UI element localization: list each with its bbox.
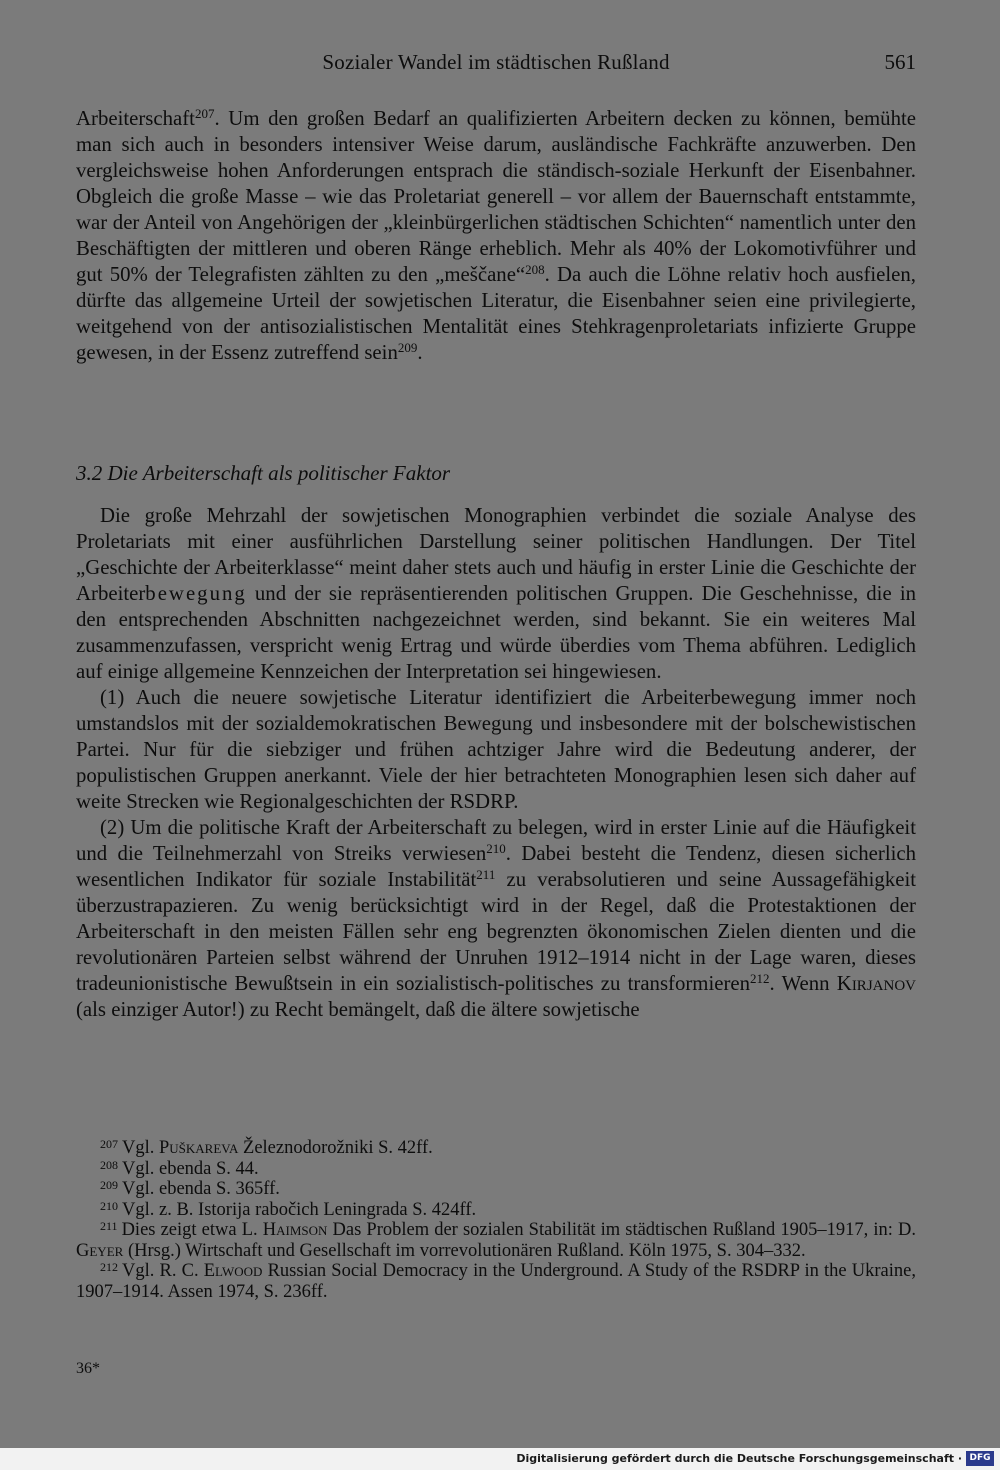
footnote-ref-212[interactable]: 212 [750, 971, 770, 986]
footnote-text: Vgl. R. C. [122, 1261, 204, 1281]
text-run: zu verabsolutieren und seine Aussagefähigkeit überzustrapazieren. Zu wenig berücksichtigt wird in der Regel, daß die Protestaktionen der Arbeiterschaft in den meisten Fällen sehr eng begrenzten ökonomischen Zielen dienten und die revolutionären Parteien selbst während der Unruhen 1912–1914 nicht in der Lage waren, dieses tradeunionistische Bewußtsein in ein sozialistisch-politisches zu transformieren [76, 868, 917, 995]
digitization-footer [0, 1448, 1000, 1470]
footnote-number: 210 [100, 1198, 118, 1213]
footnote-text: Das Problem der sozialen Stabilität im städtischen Rußland 1905–1917, in: D. [327, 1220, 916, 1240]
footer-credit: Digitalisierung gefördert durch die Deutsche Forschungsgemeinschaft · [516, 1452, 962, 1465]
footnote-number: 207 [100, 1137, 118, 1151]
page-number: 561 [884, 50, 916, 74]
footnote [76, 1159, 916, 1180]
section-heading: 3.2 Die Arbeiterschaft als politischer Faktor [76, 461, 451, 485]
section-body [76, 503, 916, 1023]
text-run: Die große Mehrzahl der sowjetischen Monographien verbindet die soziale Analyse des Proletariats mit einer ausführlichen Darstellung seiner politischen Handlungen. Der Titel „Geschichte der Arbeiterklasse“ meint daher stets auch und häufig in erster Linie die Geschichte der Arbeiter [76, 504, 916, 605]
text-run: Arbeiterschaft [76, 107, 195, 130]
footnote [76, 1200, 916, 1221]
author-name: Haimson [262, 1220, 328, 1240]
footnote [76, 1261, 916, 1302]
footnote-number: 211 [100, 1219, 118, 1233]
footnote-number: 209 [100, 1178, 118, 1192]
footnote-text: (Hrsg.) Wirtschaft und Gesellschaft im vorrevolutionären Rußland. Köln 1975, S. 304–332. [123, 1240, 806, 1261]
footnote-ref-207[interactable]: 207 [194, 106, 215, 121]
footnote-ref-209[interactable]: 209 [397, 340, 418, 355]
footnote [76, 1220, 916, 1261]
text-run: . Wenn [769, 972, 837, 995]
author-name: Elwood [203, 1261, 263, 1281]
text-run: . Da auch die Löhne relativ hoch ausfielen, dürfte das allgemeine Urteil der sowjetischen Literatur, die Eisenbahner seien eine privilegierte, weitgehend von der antisozialistischen Mentalität eines Stehkragenproletariats infizierte Gruppe gewesen, in der Essenz zutreffend sein [76, 263, 916, 364]
footnote-text: Vgl. [122, 1138, 159, 1158]
footnote-ref-208[interactable]: 208 [525, 262, 545, 277]
author-name: Puškareva [159, 1138, 239, 1158]
footnote-text: Vgl. z. B. Istorija rabočich Leningrada S. 424ff. [122, 1199, 477, 1220]
footnote-text: Russian Social Democracy in the Underground. A Study of the RSDRP in the Ukraine, 1907–1914. Assen 1974, S. 236ff. [76, 1261, 916, 1302]
footnote-text: Vgl. ebenda S. 44. [122, 1158, 259, 1179]
continued-paragraph [76, 106, 916, 366]
text-run: . Um den großen Bedarf an qualifizierten Arbeitern decken zu können, bemühte man sich auch in besonders intensiver Weise darum, ausländische Fachkräfte anzuwerben. Den vergleichsweise hohen Anforderungen entsprach die ständisch-soziale Herkunft der Eisenbahner. Obgleich die große Masse – wie das Proletariat generell – vor allem der Bauernschaft entstammte, war der Anteil von Angehörigen der „kleinbürgerlichen städtischen Schichten“ namentlich unter den Beschäftigten der mittleren und oberen Ränge erheblich. Mehr als 40% der Lokomotivführer und gut 50% der Telegrafisten zählten zu den „meščane“ [76, 107, 916, 286]
paragraph: (1) Auch die neuere sowjetische Literatur identifiziert die Arbeiterbewegung immer noch umstandslos mit der sozialdemokratischen Bewegung und insbesondere mit der bolschewistischen Partei. Nur für die siebziger und frühen achtziger Jahre wird die Bedeutung anderer, der populistischen Gruppen anerkannt. Viele der hier betrachteten Monographien lesen sich daher auf weite Strecken wie Regionalgeschichten der RSDRP. [76, 686, 916, 813]
footnote-text: Vgl. ebenda S. 365ff. [122, 1179, 280, 1199]
printer-signature: 36* [76, 1360, 100, 1377]
footnote-text: Dies zeigt etwa L. [121, 1220, 263, 1240]
footnote-number: 208 [100, 1157, 118, 1172]
author-name: Geyer [76, 1240, 124, 1261]
paragraph [76, 503, 916, 685]
running-header [76, 50, 916, 84]
emphasized-word: bewegung [145, 582, 247, 605]
running-title: Sozialer Wandel im städtischen Rußland [322, 50, 670, 74]
footnote-ref-210[interactable]: 210 [486, 841, 506, 856]
footnote-number: 212 [100, 1260, 118, 1274]
text-run: . Dabei besteht die Tendenz, diesen sicherlich wesentlichen Indikator für soziale Instabilität [76, 842, 916, 891]
footnote-ref-211[interactable]: 211 [476, 867, 496, 882]
footnotes [76, 1138, 916, 1302]
paragraph [76, 815, 916, 1023]
footnote [76, 1179, 916, 1200]
text-run: (als einziger Autor!) zu Recht bemängelt, daß die ältere sowjetische [76, 998, 640, 1021]
footnote-text: Železnodorožniki S. 42ff. [238, 1138, 433, 1158]
footnote [76, 1138, 916, 1159]
text-run: . [417, 341, 423, 364]
dfg-logo-icon: DFG [966, 1451, 994, 1466]
author-name: Kirjanov [836, 972, 916, 995]
text-run: und der sie repräsentierenden politischen Gruppen. Die Geschehnisse, die in den entsprechenden Abschnitten nachgezeichnet werden, sind bekannt. Sie ein weiteres Mal zusammenzufassen, verspricht wenig Ertrag und würde überdies vom Thema abführen. Lediglich auf einige allgemeine Kennzeichen der Interpretation sei hingewiesen. [76, 582, 916, 683]
text-run: (2) Um die politische Kraft der Arbeiterschaft zu belegen, wird in erster Linie auf die Häufigkeit und die Teilnehmerzahl von Streiks verwiesen [76, 816, 916, 865]
